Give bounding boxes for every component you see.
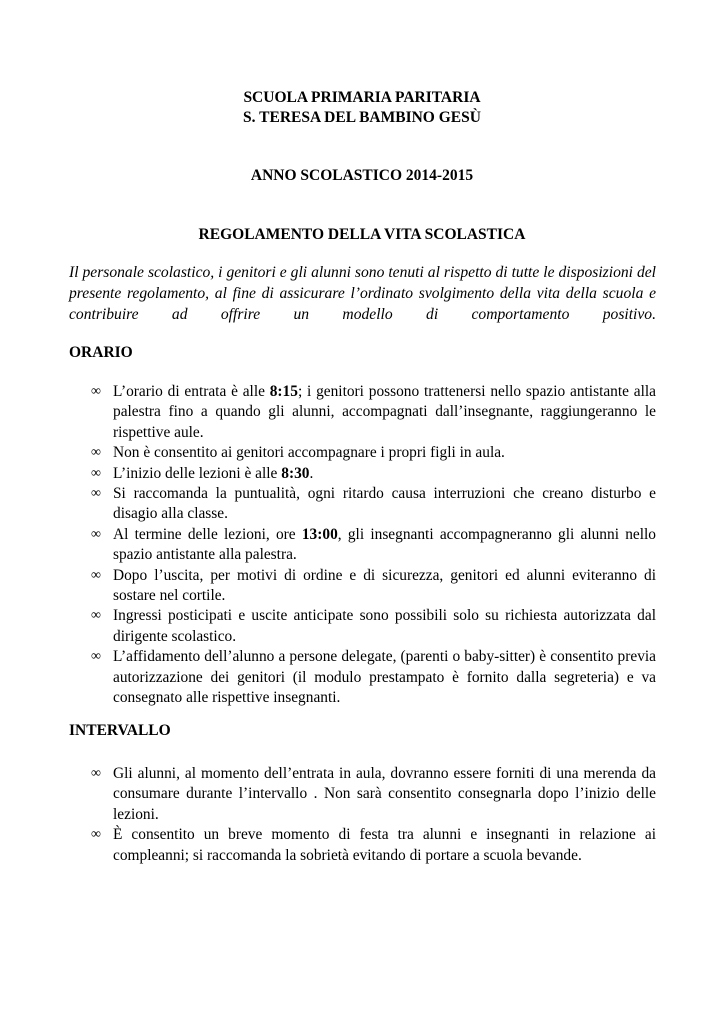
document-title: REGOLAMENTO DELLA VITA SCOLASTICA [198,226,526,243]
school-name [0,88,724,128]
list-item: ∞ Al termine delle lezioni, ore 13:00, gli insegnanti accompagneranno gli alunni nello spazio antistante alla palestra. [91,525,656,564]
infinity-bullet-icon: ∞ [91,827,101,843]
infinity-bullet-icon: ∞ [91,567,101,583]
infinity-bullet-icon: ∞ [91,526,101,542]
list-item: ∞ Si raccomanda la puntualità, ogni ritardo causa interruzioni che creano disturbo e disagio alla classe. [91,485,656,523]
list-item: ∞ Gli alunni, al momento dell’entrata in aula, dovranno essere forniti di una merenda da consumare durante l’intervallo . Non sarà consentito consegnarla dopo l’inizio delle lezioni. [91,765,656,823]
infinity-bullet-icon: ∞ [91,608,101,624]
list-item: ∞ L’affidamento dell’alunno a persone delegate, (parenti o baby-sitter) è consentito previa autorizzazione dei genitori (il modulo prestampato è fornito dalla segreteria) e va consegnato alle rispettive insegnanti. [91,648,656,707]
infinity-bullet-icon: ∞ [91,766,101,781]
infinity-bullet-icon: ∞ [91,384,101,399]
school-year: ANNO SCOLASTICO 2014-2015 [250,167,474,184]
orario-list [0,382,724,709]
intro-paragraph: Il personale scolastico, i genitori e gli alunni sono tenuti al rispetto di tutte le disposizioni del presente regolamento, al fine di assicurare l’ordinato svolgimento della vita della scuola e contribuire ad offrire un modello di comportamento positivo. [69,264,656,323]
school-name-line1: SCUOLA PRIMARIA PARITARIA [243,89,481,106]
infinity-bullet-icon: ∞ [91,445,101,461]
section-heading-orario: ORARIO [69,344,133,361]
list-item: ∞ L’orario di entrata è alle 8:15; i genitori possono trattenersi nello spazio antistante alla palestra fino a quando gli alunni, accompagnati dall’insegnante, raggiungeranno le rispettive aule. [91,383,656,441]
list-item: ∞ Ingressi posticipati e uscite anticipate sono possibili solo su richiesta autorizzata dal dirigente scolastico. [91,607,656,645]
infinity-bullet-icon: ∞ [91,465,101,481]
intervallo-list [0,764,724,866]
list-item: ∞ È consentito un breve momento di festa tra alunni e insegnanti in relazione ai compleanni; si raccomanda la sobrietà evitando di portare a scuola bevande. [91,826,656,864]
section-heading-intervallo: INTERVALLO [69,722,171,739]
list-item: ∞ Non è consentito ai genitori accompagnare i propri figli in aula. [0,443,656,463]
infinity-bullet-icon: ∞ [91,649,101,665]
school-name-line2: S. TERESA DEL BAMBINO GESÙ [243,109,481,126]
infinity-bullet-icon: ∞ [91,486,101,502]
list-item: ∞ L’inizio delle lezioni è alle 8:30. [0,464,656,484]
list-item: ∞ Dopo l’uscita, per motivi di ordine e di sicurezza, genitori ed alunni eviteranno di sostare nel cortile. [91,566,656,605]
